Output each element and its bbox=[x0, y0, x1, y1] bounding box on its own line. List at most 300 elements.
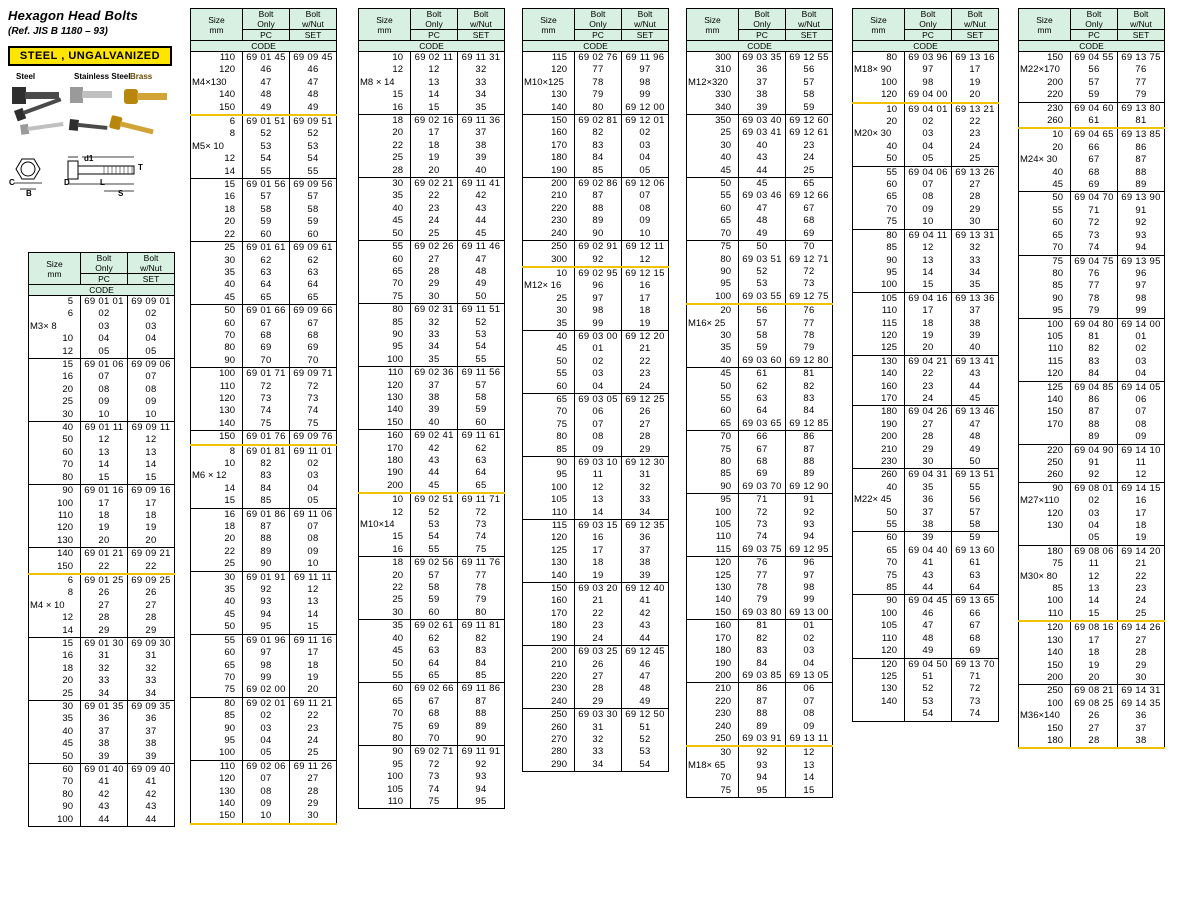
cell-size: 130 bbox=[853, 683, 905, 695]
cell-size: 140 bbox=[191, 89, 243, 101]
cell-bolt-wnut-code: 69 13 46 bbox=[952, 406, 999, 419]
cell-bolt-wnut-code: 71 bbox=[952, 671, 999, 683]
cell-size: 65 bbox=[523, 393, 575, 406]
table-row bbox=[853, 179, 999, 191]
cell-bolt-wnut-code: 31 bbox=[622, 469, 669, 481]
cell-size: 150 bbox=[523, 115, 575, 128]
cell-size: 60 bbox=[191, 318, 243, 330]
cell-bolt-only-code: 51 bbox=[905, 671, 952, 683]
table-row bbox=[687, 658, 833, 670]
cell-bolt-wnut-code: 69 11 31 bbox=[458, 52, 505, 65]
table-row bbox=[191, 735, 337, 747]
table-row bbox=[687, 633, 833, 645]
table-row bbox=[523, 203, 669, 215]
cell-size: 85 bbox=[191, 710, 243, 722]
cell-size: 45 bbox=[687, 165, 739, 178]
cell-size: M22× 45 bbox=[853, 494, 905, 506]
cell-size: 100 bbox=[191, 747, 243, 760]
cell-bolt-wnut-code: 32 bbox=[128, 663, 175, 675]
cell-bolt-only-code: 07 bbox=[575, 419, 622, 431]
cell-size: 85 bbox=[853, 582, 905, 595]
cell-bolt-wnut-code: 02 bbox=[622, 127, 669, 139]
cell-bolt-only-code: 38 bbox=[739, 89, 786, 101]
cell-bolt-wnut-code: 13 bbox=[128, 447, 175, 459]
cell-size: 85 bbox=[359, 317, 411, 329]
cell-bolt-only-code: 28 bbox=[575, 683, 622, 695]
cell-bolt-only-code: 69 04 26 bbox=[905, 406, 952, 419]
cell-bolt-wnut-code: 23 bbox=[290, 723, 337, 735]
cell-size: 25 bbox=[29, 688, 81, 701]
cell-bolt-wnut-code: 98 bbox=[786, 582, 833, 594]
cell-bolt-wnut-code: 12 bbox=[786, 746, 833, 759]
cell-size: 100 bbox=[1019, 318, 1071, 331]
cell-bolt-only-code: 69 08 06 bbox=[1071, 545, 1118, 558]
cell-size: 120 bbox=[687, 557, 739, 570]
cell-bolt-only-code: 86 bbox=[1071, 394, 1118, 406]
table-header-row bbox=[853, 9, 999, 30]
table-header-code bbox=[359, 41, 505, 52]
cell-bolt-only-code: 89 bbox=[575, 215, 622, 227]
table-row bbox=[29, 359, 175, 372]
table-row bbox=[29, 459, 175, 471]
cell-size: 12 bbox=[359, 64, 411, 76]
cell-bolt-wnut-code: 69 bbox=[290, 342, 337, 354]
cell-size: 18 bbox=[359, 115, 411, 128]
cell-bolt-only-code: 12 bbox=[81, 434, 128, 446]
cell-bolt-wnut-code: 79 bbox=[1118, 89, 1165, 102]
table-row bbox=[687, 140, 833, 152]
cell-bolt-wnut-code: 59 bbox=[458, 404, 505, 416]
table-row bbox=[191, 571, 337, 584]
table-row bbox=[523, 469, 669, 481]
cell-bolt-only-code: 69 02 51 bbox=[411, 493, 458, 506]
table-row bbox=[359, 670, 505, 683]
code-table-head-body bbox=[853, 9, 999, 52]
table-row bbox=[687, 318, 833, 330]
header-bolt-wnut: Bolt w/Nut bbox=[128, 253, 175, 274]
cell-bolt-only-code: 67 bbox=[243, 318, 290, 330]
cell-bolt-only-code: 13 bbox=[575, 494, 622, 506]
cell-size: 65 bbox=[687, 215, 739, 227]
cell-bolt-only-code: 72 bbox=[243, 381, 290, 393]
table-row bbox=[523, 746, 669, 758]
table-row bbox=[29, 738, 175, 750]
header-size: Size mm bbox=[853, 9, 905, 41]
table-row bbox=[687, 444, 833, 456]
table-row bbox=[191, 798, 337, 810]
cell-bolt-wnut-code: 69 13 05 bbox=[786, 670, 833, 683]
table-row bbox=[1019, 128, 1165, 141]
cell-bolt-wnut-code: 43 bbox=[458, 203, 505, 215]
cell-bolt-only-code: 69 02 86 bbox=[575, 178, 622, 191]
cell-size: 100 bbox=[853, 279, 905, 292]
cell-bolt-wnut-code: 77 bbox=[786, 318, 833, 330]
table-row bbox=[359, 380, 505, 392]
cell-bolt-wnut-code: 69 12 60 bbox=[786, 115, 833, 128]
table-row bbox=[523, 671, 669, 683]
table-row bbox=[191, 546, 337, 558]
table-row bbox=[687, 368, 833, 381]
table-row bbox=[853, 419, 999, 431]
cell-size: 40 bbox=[359, 633, 411, 645]
cell-size: 55 bbox=[359, 241, 411, 254]
table-row bbox=[29, 625, 175, 638]
cell-bolt-only-code: 09 bbox=[81, 396, 128, 408]
cell-size: 90 bbox=[29, 801, 81, 813]
cell-bolt-only-code: 34 bbox=[81, 688, 128, 701]
cell-bolt-wnut-code: 03 bbox=[290, 470, 337, 482]
cell-bolt-wnut-code: 93 bbox=[786, 519, 833, 531]
cell-size: 130 bbox=[191, 786, 243, 798]
cell-bolt-only-code: 55 bbox=[243, 166, 290, 179]
cell-size: 55 bbox=[359, 670, 411, 683]
cell-bolt-only-code: 69 01 45 bbox=[243, 52, 290, 65]
cell-bolt-only-code: 69 01 61 bbox=[243, 242, 290, 255]
header-pc: PC bbox=[575, 30, 622, 41]
cell-bolt-wnut-code: 22 bbox=[1118, 571, 1165, 583]
cell-bolt-wnut-code: 27 bbox=[290, 773, 337, 785]
table-row bbox=[359, 341, 505, 353]
cell-size: M22×170 bbox=[1019, 64, 1071, 76]
cell-bolt-wnut-code: 36 bbox=[128, 713, 175, 725]
cell-bolt-only-code: 49 bbox=[739, 228, 786, 241]
cell-bolt-wnut-code: 02 bbox=[128, 308, 175, 320]
cell-bolt-only-code: 38 bbox=[411, 392, 458, 404]
cell-size: 22 bbox=[359, 582, 411, 594]
cell-bolt-only-code: 43 bbox=[81, 801, 128, 813]
cell-bolt-only-code: 14 bbox=[575, 507, 622, 520]
table-row bbox=[359, 140, 505, 152]
cell-bolt-only-code: 03 bbox=[905, 128, 952, 140]
cell-bolt-wnut-code: 73 bbox=[458, 519, 505, 531]
cell-size: 125 bbox=[1019, 381, 1071, 394]
cell-bolt-wnut-code: 64 bbox=[952, 582, 999, 595]
table-row bbox=[1019, 356, 1165, 368]
cell-size: 120 bbox=[853, 89, 905, 102]
cell-bolt-only-code: 69 02 11 bbox=[411, 52, 458, 65]
page-title: Hexagon Head Bolts bbox=[8, 8, 139, 23]
table-row bbox=[853, 545, 999, 557]
table-row bbox=[853, 708, 999, 721]
cell-bolt-wnut-code: 69 09 61 bbox=[290, 242, 337, 255]
cell-bolt-wnut-code: 69 12 85 bbox=[786, 418, 833, 431]
table-row bbox=[523, 64, 669, 76]
cell-size: 70 bbox=[359, 708, 411, 720]
cell-bolt-only-code: 14 bbox=[411, 89, 458, 101]
cell-size: 95 bbox=[687, 494, 739, 507]
cell-bolt-wnut-code: 47 bbox=[290, 77, 337, 89]
cell-bolt-only-code: 14 bbox=[1071, 595, 1118, 607]
header-bolt-only: Bolt Only bbox=[1071, 9, 1118, 30]
header-set: SET bbox=[786, 30, 833, 41]
cell-bolt-only-code: 69 03 05 bbox=[575, 393, 622, 406]
cell-size: M18× 65 bbox=[687, 760, 739, 772]
cell-bolt-wnut-code: 38 bbox=[128, 738, 175, 750]
cell-bolt-wnut-code: 47 bbox=[458, 254, 505, 266]
table-row bbox=[191, 710, 337, 722]
cell-size: 200 bbox=[359, 480, 411, 493]
cell-size: 30 bbox=[687, 746, 739, 759]
cell-bolt-only-code: 04 bbox=[1071, 520, 1118, 532]
cell-bolt-wnut-code: 69 12 30 bbox=[622, 457, 669, 470]
cell-size: 6 bbox=[29, 574, 81, 587]
cell-bolt-only-code: 80 bbox=[575, 102, 622, 115]
table-row bbox=[1019, 52, 1165, 65]
cell-bolt-wnut-code: 87 bbox=[458, 696, 505, 708]
table-row bbox=[853, 570, 999, 582]
cell-bolt-only-code: 28 bbox=[81, 612, 128, 624]
cell-bolt-wnut-code: 80 bbox=[458, 607, 505, 620]
diagram-label-l: L bbox=[100, 178, 105, 187]
cell-bolt-only-code: 20 bbox=[411, 165, 458, 178]
cell-size: 65 bbox=[1019, 230, 1071, 242]
table-row bbox=[687, 115, 833, 128]
cell-bolt-only-code: 69 04 00 bbox=[905, 89, 952, 102]
cell-bolt-only-code: 69 01 71 bbox=[243, 368, 290, 381]
code-table-col2 bbox=[358, 8, 505, 809]
cell-size: 160 bbox=[853, 381, 905, 393]
table-row bbox=[1019, 508, 1165, 520]
table-row bbox=[359, 784, 505, 796]
table-row bbox=[29, 789, 175, 801]
header-bolt-only: Bolt Only bbox=[243, 9, 290, 30]
cell-bolt-wnut-code: 94 bbox=[1118, 242, 1165, 255]
cell-size: 65 bbox=[853, 191, 905, 203]
cell-bolt-only-code: 13 bbox=[411, 77, 458, 89]
cell-size: 95 bbox=[853, 267, 905, 279]
cell-size: 12 bbox=[29, 346, 81, 359]
cell-bolt-wnut-code: 38 bbox=[622, 557, 669, 569]
cell-bolt-wnut-code: 32 bbox=[622, 482, 669, 494]
cell-bolt-only-code: 17 bbox=[411, 127, 458, 139]
cell-size: 90 bbox=[1019, 482, 1071, 495]
cell-bolt-only-code: 77 bbox=[739, 570, 786, 582]
cell-bolt-wnut-code: 17 bbox=[128, 498, 175, 510]
cell-bolt-wnut-code: 69 12 40 bbox=[622, 583, 669, 596]
table-row bbox=[191, 418, 337, 431]
cell-bolt-wnut-code: 44 bbox=[622, 633, 669, 646]
cell-size: 130 bbox=[687, 582, 739, 594]
table-row bbox=[359, 733, 505, 746]
table-header-row bbox=[191, 9, 337, 30]
cell-size: 150 bbox=[191, 102, 243, 115]
cell-bolt-wnut-code: 69 11 21 bbox=[290, 697, 337, 710]
cell-size: 55 bbox=[853, 166, 905, 179]
table-row bbox=[687, 696, 833, 708]
cell-bolt-wnut-code: 13 bbox=[290, 596, 337, 608]
cell-size: 130 bbox=[853, 355, 905, 368]
cell-bolt-wnut-code: 04 bbox=[1118, 368, 1165, 381]
cell-bolt-wnut-code: 19 bbox=[128, 522, 175, 534]
cell-bolt-only-code: 26 bbox=[81, 587, 128, 599]
cell-bolt-wnut-code: 29 bbox=[952, 204, 999, 216]
table-header-code bbox=[687, 41, 833, 52]
table-row bbox=[359, 278, 505, 290]
cell-size: 50 bbox=[29, 434, 81, 446]
cell-size: 12 bbox=[29, 612, 81, 624]
cell-bolt-wnut-code: 17 bbox=[622, 293, 669, 305]
table-row bbox=[359, 228, 505, 241]
table-row bbox=[853, 153, 999, 166]
cell-bolt-wnut-code: 69 11 61 bbox=[458, 430, 505, 443]
cell-bolt-only-code: 52 bbox=[739, 266, 786, 278]
cell-bolt-wnut-code: 03 bbox=[128, 321, 175, 333]
cell-bolt-only-code: 69 04 50 bbox=[905, 658, 952, 671]
cell-bolt-only-code: 73 bbox=[411, 771, 458, 783]
cell-bolt-only-code: 92 bbox=[575, 254, 622, 267]
cell-size: 65 bbox=[687, 418, 739, 431]
cell-size: 60 bbox=[523, 381, 575, 394]
cell-size: 30 bbox=[359, 607, 411, 620]
cell-size: 120 bbox=[1019, 508, 1071, 520]
table-row bbox=[191, 166, 337, 179]
table-row bbox=[359, 354, 505, 367]
diagram-label-d1: d1 bbox=[84, 154, 94, 163]
code-table-body bbox=[1019, 52, 1165, 749]
cell-size: 10 bbox=[853, 103, 905, 116]
table-row bbox=[687, 102, 833, 115]
cell-bolt-wnut-code: 06 bbox=[1118, 394, 1165, 406]
cell-bolt-only-code: 43 bbox=[905, 570, 952, 582]
cell-bolt-only-code: 76 bbox=[739, 557, 786, 570]
table-row bbox=[191, 723, 337, 735]
table-row bbox=[29, 637, 175, 650]
table-row bbox=[359, 645, 505, 657]
cell-bolt-only-code: 03 bbox=[575, 368, 622, 380]
cell-size: 200 bbox=[687, 670, 739, 683]
cell-bolt-wnut-code: 21 bbox=[1118, 558, 1165, 570]
cell-size: 6 bbox=[29, 308, 81, 320]
cell-size: 75 bbox=[1019, 558, 1071, 570]
cell-size: 230 bbox=[523, 215, 575, 227]
table-row bbox=[853, 608, 999, 620]
cell-bolt-only-code: 68 bbox=[243, 330, 290, 342]
table-row bbox=[191, 647, 337, 659]
cell-bolt-only-code: 82 bbox=[739, 633, 786, 645]
table-row bbox=[687, 152, 833, 164]
cell-bolt-only-code: 69 08 16 bbox=[1071, 621, 1118, 634]
cell-size: 18 bbox=[191, 521, 243, 533]
cell-size: 60 bbox=[191, 647, 243, 659]
table-row bbox=[359, 771, 505, 783]
table-row bbox=[191, 495, 337, 508]
cell-size: 80 bbox=[359, 304, 411, 317]
table-row bbox=[191, 115, 337, 128]
table-header-row bbox=[359, 9, 505, 30]
table-row bbox=[29, 751, 175, 764]
cell-size: 40 bbox=[191, 596, 243, 608]
cell-bolt-only-code: 19 bbox=[575, 570, 622, 583]
cell-size: 105 bbox=[853, 620, 905, 632]
cell-bolt-wnut-code: 72 bbox=[952, 683, 999, 695]
cell-size: 110 bbox=[1019, 608, 1071, 621]
cell-size: 130 bbox=[1019, 520, 1071, 532]
cell-bolt-wnut-code: 69 14 10 bbox=[1118, 444, 1165, 457]
cell-size: 200 bbox=[853, 431, 905, 443]
cell-size: 45 bbox=[359, 645, 411, 657]
cell-size: 15 bbox=[191, 495, 243, 508]
code-table-body bbox=[687, 52, 833, 798]
table-row bbox=[191, 330, 337, 342]
cell-size: 35 bbox=[29, 713, 81, 725]
cell-bolt-only-code: 69 02 56 bbox=[411, 557, 458, 570]
cell-size: 90 bbox=[853, 595, 905, 608]
cell-size: 80 bbox=[1019, 268, 1071, 280]
cell-bolt-wnut-code: 93 bbox=[458, 771, 505, 783]
cell-size: 70 bbox=[523, 406, 575, 418]
cell-bolt-wnut-code: 63 bbox=[458, 455, 505, 467]
cell-bolt-only-code: 15 bbox=[411, 102, 458, 115]
cell-bolt-only-code: 69 02 26 bbox=[411, 241, 458, 254]
cell-size: 14 bbox=[191, 166, 243, 179]
cell-bolt-only-code: 07 bbox=[243, 773, 290, 785]
cell-bolt-only-code: 69 02 31 bbox=[411, 304, 458, 317]
code-table-body bbox=[359, 52, 505, 809]
cell-bolt-wnut-code: 96 bbox=[786, 557, 833, 570]
header-code: CODE bbox=[523, 41, 669, 52]
cell-bolt-only-code: 69 04 16 bbox=[905, 292, 952, 305]
cell-bolt-wnut-code: 04 bbox=[290, 483, 337, 495]
table-row bbox=[523, 659, 669, 671]
cell-bolt-wnut-code: 69 14 26 bbox=[1118, 621, 1165, 634]
cell-bolt-wnut-code: 25 bbox=[290, 747, 337, 760]
cell-bolt-only-code: 69 02 01 bbox=[243, 697, 290, 710]
table-row bbox=[29, 384, 175, 396]
table-row bbox=[687, 760, 833, 772]
table-row bbox=[191, 368, 337, 381]
cell-bolt-wnut-code: 24 bbox=[290, 735, 337, 747]
cell-bolt-only-code: 37 bbox=[905, 507, 952, 519]
cell-bolt-only-code: 19 bbox=[1071, 660, 1118, 672]
cell-bolt-only-code: 18 bbox=[575, 557, 622, 569]
cell-bolt-wnut-code: 49 bbox=[952, 444, 999, 456]
cell-bolt-wnut-code: 66 bbox=[952, 608, 999, 620]
cell-bolt-only-code: 69 01 01 bbox=[81, 296, 128, 309]
cell-bolt-wnut-code: 40 bbox=[952, 342, 999, 355]
table-row bbox=[359, 241, 505, 254]
header-size: Size mm bbox=[1019, 9, 1071, 41]
cell-size: 90 bbox=[191, 355, 243, 368]
cell-size: 95 bbox=[1019, 305, 1071, 318]
cell-bolt-wnut-code: 69 11 71 bbox=[458, 493, 505, 506]
cell-bolt-wnut-code: 64 bbox=[290, 279, 337, 291]
cell-size: 8 bbox=[191, 128, 243, 140]
table-row bbox=[29, 321, 175, 333]
table-row bbox=[687, 278, 833, 290]
table-row bbox=[523, 759, 669, 772]
cell-size: 45 bbox=[523, 343, 575, 355]
cell-bolt-wnut-code: 69 12 01 bbox=[622, 115, 669, 128]
cell-bolt-wnut-code: 44 bbox=[128, 814, 175, 827]
cell-size: 250 bbox=[523, 241, 575, 254]
cell-size: 50 bbox=[359, 658, 411, 670]
table-row bbox=[853, 633, 999, 645]
cell-size: 110 bbox=[853, 305, 905, 317]
cell-bolt-wnut-code: 58 bbox=[290, 204, 337, 216]
table-row bbox=[359, 266, 505, 278]
cell-bolt-only-code: 24 bbox=[575, 633, 622, 646]
cell-bolt-wnut-code: 68 bbox=[786, 215, 833, 227]
cell-size: 75 bbox=[687, 241, 739, 254]
cell-size: M36×140 bbox=[1019, 710, 1071, 722]
cell-bolt-wnut-code: 69 13 16 bbox=[952, 52, 999, 65]
cell-bolt-only-code: 69 01 30 bbox=[81, 637, 128, 650]
cell-bolt-wnut-code: 27 bbox=[128, 600, 175, 612]
cell-bolt-only-code: 24 bbox=[411, 215, 458, 227]
cell-bolt-only-code: 69 03 96 bbox=[905, 52, 952, 65]
header-bolt-only: Bolt Only bbox=[411, 9, 458, 30]
cell-bolt-wnut-code: 18 bbox=[1118, 520, 1165, 532]
